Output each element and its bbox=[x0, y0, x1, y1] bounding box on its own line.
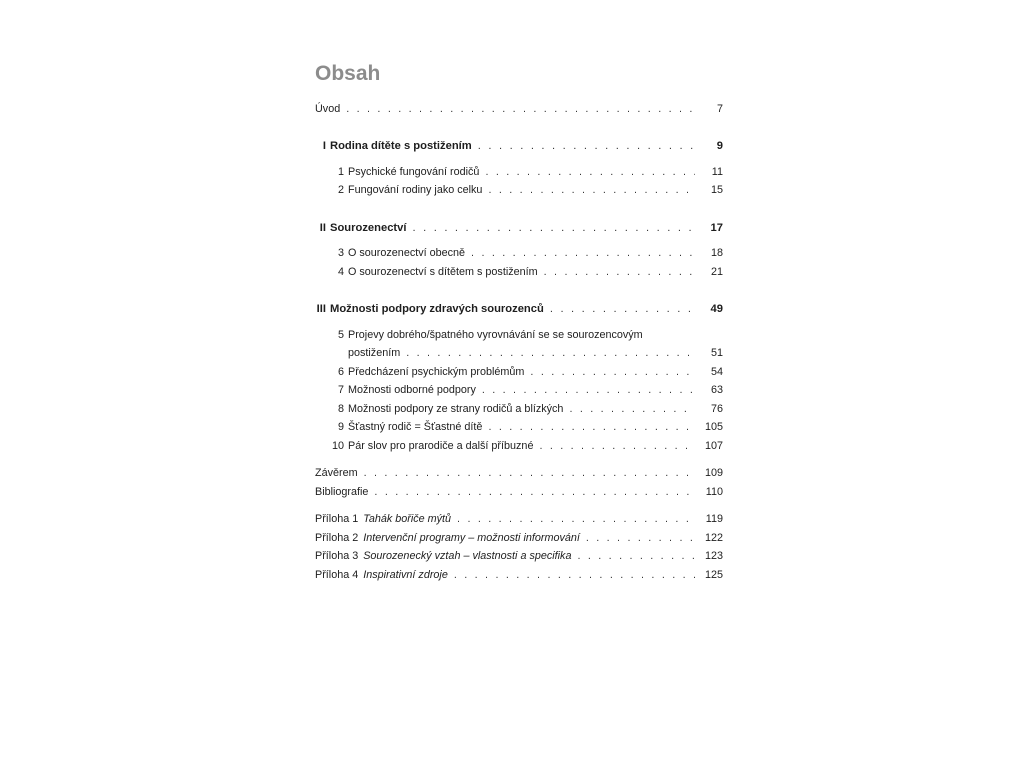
dot-leader bbox=[577, 550, 695, 562]
toc-page-number: 76 bbox=[710, 402, 723, 415]
toc-chapter-4 bbox=[315, 259, 723, 278]
chapter-label: Pár slov pro prarodiče a další příbuzné bbox=[348, 439, 534, 452]
chapter-number: 7 bbox=[337, 384, 344, 396]
dot-leader bbox=[539, 440, 695, 452]
appendix-label: Intervenční programy – možnosti informování bbox=[363, 531, 580, 544]
dot-leader bbox=[471, 247, 695, 259]
dot-leader bbox=[544, 266, 695, 278]
chapter-number: 5 bbox=[337, 328, 344, 341]
dot-leader bbox=[586, 532, 695, 544]
toc-part-1 bbox=[315, 134, 723, 153]
toc-page-number: 21 bbox=[710, 265, 723, 278]
toc-page-number: 7 bbox=[716, 102, 723, 115]
toc-chapter-5-line2 bbox=[315, 341, 723, 360]
dot-leader bbox=[488, 421, 695, 433]
toc-page-number: 107 bbox=[704, 439, 723, 452]
toc-entry-intro bbox=[315, 96, 723, 115]
dot-leader bbox=[374, 486, 695, 498]
dot-leader bbox=[550, 303, 695, 315]
chapter-label: Psychické fungování rodičů bbox=[348, 165, 480, 178]
dot-leader bbox=[488, 184, 695, 196]
toc-chapter-9 bbox=[315, 415, 723, 434]
chapter-number: 10 bbox=[331, 439, 344, 452]
toc-chapter-5-line1 bbox=[315, 322, 723, 341]
dot-leader bbox=[569, 403, 695, 415]
part-number: III bbox=[316, 303, 326, 315]
part-label: Rodina dítěte s postižením bbox=[330, 140, 472, 152]
toc-chapter-8 bbox=[315, 396, 723, 415]
chapter-label: Předcházení psychickým problémům bbox=[348, 365, 525, 378]
appendix-number: Příloha 4 bbox=[315, 568, 359, 581]
toc-part-2 bbox=[315, 215, 723, 234]
part-number: II bbox=[319, 221, 326, 234]
part-label: Možnosti podpory zdravých sourozenců bbox=[330, 303, 544, 315]
toc-page-number: 122 bbox=[704, 531, 723, 544]
toc-entry-label: Závěrem bbox=[315, 467, 358, 479]
appendix-number: Příloha 3 bbox=[315, 550, 359, 562]
appendix-number: Příloha 1 bbox=[315, 513, 359, 525]
chapter-number: 2 bbox=[337, 184, 344, 196]
dot-leader bbox=[454, 569, 695, 581]
appendix-label: Tahák bořiče mýtů bbox=[363, 513, 452, 525]
dot-leader bbox=[406, 347, 695, 359]
part-label: Sourozenectví bbox=[330, 221, 407, 234]
chapter-number: 1 bbox=[337, 165, 344, 178]
toc-entry-bibliography bbox=[315, 479, 723, 498]
chapter-number: 8 bbox=[337, 402, 344, 415]
chapter-label: Možnosti podpory ze strany rodičů a blízkých bbox=[348, 402, 564, 415]
dot-leader bbox=[482, 384, 695, 396]
dot-leader bbox=[478, 140, 695, 152]
part-number: I bbox=[322, 140, 326, 152]
toc-page-number: 119 bbox=[705, 513, 723, 525]
toc-page-number: 17 bbox=[710, 221, 723, 234]
toc-chapter-6 bbox=[315, 359, 723, 378]
toc-page-number: 54 bbox=[710, 365, 723, 378]
toc-page-number: 11 bbox=[711, 165, 723, 178]
chapter-label: Fungování rodiny jako celku bbox=[348, 184, 483, 196]
toc-chapter-2 bbox=[315, 178, 723, 197]
toc-chapter-7 bbox=[315, 378, 723, 397]
toc-page-number: 18 bbox=[710, 247, 723, 259]
toc-page-number: 123 bbox=[704, 550, 723, 562]
toc-page-number: 105 bbox=[704, 421, 723, 433]
toc-appendix-4 bbox=[315, 562, 723, 581]
chapter-number: 9 bbox=[337, 421, 344, 433]
toc-part-3 bbox=[315, 297, 723, 316]
dot-leader bbox=[457, 513, 695, 525]
chapter-label: postižením bbox=[348, 347, 401, 359]
toc-chapter-3 bbox=[315, 241, 723, 260]
dot-leader bbox=[346, 103, 695, 115]
toc-page-number: 51 bbox=[710, 347, 723, 359]
appendix-label: Inspirativní zdroje bbox=[363, 568, 448, 581]
chapter-number: 6 bbox=[337, 365, 344, 378]
toc-page-number: 9 bbox=[716, 140, 723, 152]
toc-page-number: 49 bbox=[710, 303, 723, 315]
chapter-number: 3 bbox=[337, 247, 344, 259]
table-of-contents bbox=[315, 62, 723, 581]
toc-entry-label: Úvod bbox=[315, 102, 341, 115]
toc-page-number: 110 bbox=[705, 485, 723, 498]
toc-page-number: 63 bbox=[710, 384, 723, 396]
toc-appendix-2 bbox=[315, 525, 723, 544]
chapter-number: 4 bbox=[337, 265, 344, 278]
toc-chapter-1 bbox=[315, 159, 723, 178]
toc-appendix-1 bbox=[315, 507, 723, 526]
chapter-label: O sourozenectví obecně bbox=[348, 247, 466, 259]
toc-chapter-10 bbox=[315, 433, 723, 452]
dot-leader bbox=[530, 366, 695, 378]
toc-appendix-3 bbox=[315, 544, 723, 563]
dot-leader bbox=[485, 166, 695, 178]
page-title: Obsah bbox=[315, 62, 381, 85]
chapter-label: O sourozenectví s dítětem s postižením bbox=[348, 265, 538, 278]
toc-page-number: 15 bbox=[710, 184, 723, 196]
chapter-label: Projevy dobrého/špatného vyrovnávání se se sourozencovým bbox=[348, 328, 643, 341]
appendix-label: Sourozenecký vztah – vlastnosti a specifika bbox=[363, 550, 572, 562]
dot-leader bbox=[412, 222, 695, 234]
toc-entry-conclusion bbox=[315, 461, 723, 480]
appendix-number: Příloha 2 bbox=[315, 531, 359, 544]
toc-page-number: 109 bbox=[704, 467, 723, 479]
chapter-label: Možnosti odborné podpory bbox=[348, 384, 476, 396]
chapter-label: Šťastný rodič = Šťastné dítě bbox=[348, 421, 483, 433]
toc-page-number: 125 bbox=[704, 568, 723, 581]
toc-entry-label: Bibliografie bbox=[315, 485, 369, 498]
dot-leader bbox=[364, 467, 695, 479]
